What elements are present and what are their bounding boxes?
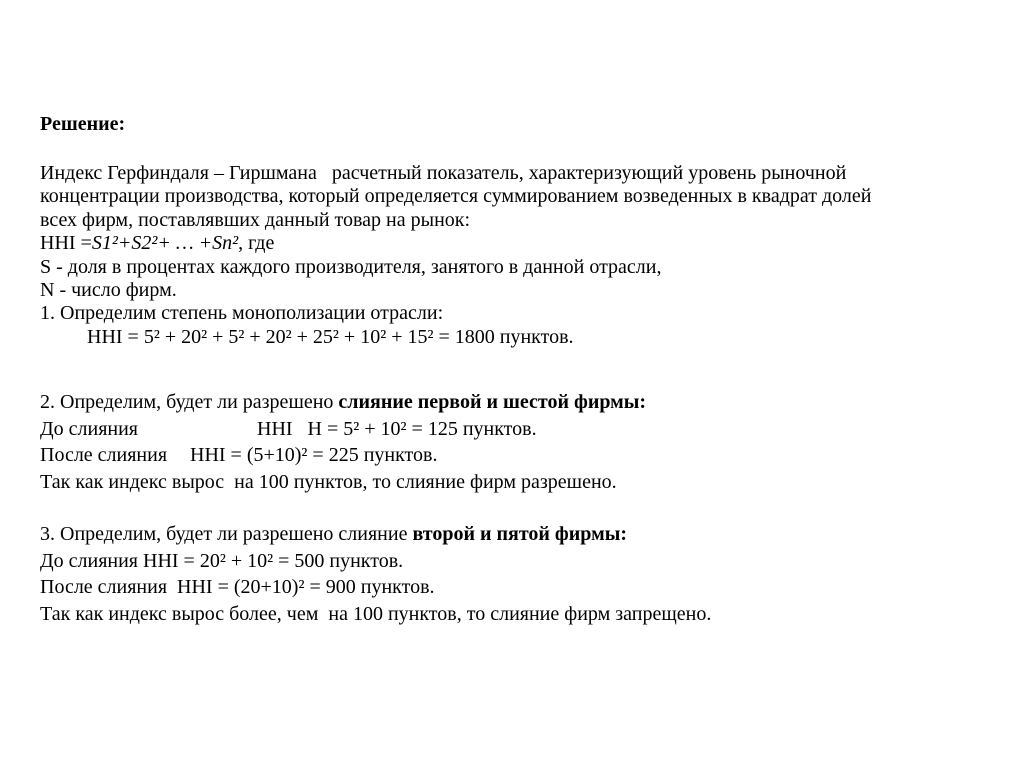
step3-conclusion: Так как индекс вырос более, чем на 100 пунктов, то слияние фирм запрещено.: [40, 602, 712, 625]
definition-n: N - число фирм.: [40, 279, 177, 302]
intro-line-1: Индекс Герфиндаля – Гиршмана расчетный показатель, характеризующий уровень рыночной: [40, 162, 847, 184]
step1-calculation: HHI = 5² + 20² + 5² + 20² + 25² + 10² + 15² = 1800 пунктов.: [87, 325, 574, 348]
solution-heading: Решение:: [40, 113, 126, 135]
step3-block: [40, 521, 1004, 627]
step2-after-calc: HHI = (5+10)² = 225 пунктов.: [190, 444, 438, 467]
step2-before-label: До слияния: [40, 417, 139, 440]
formula-suffix: , где: [238, 232, 275, 255]
step2-block: [40, 389, 1004, 495]
step2-after-label: После слияния: [40, 444, 168, 467]
step3-before-merger-line: До слияния HHI = 20² + 10² = 500 пунктов.: [40, 549, 404, 572]
step3-heading-bold: второй и пятой фирмы:: [412, 523, 628, 546]
slide-canvas: [40, 112, 1004, 627]
formula-body: S1²+S2²+ … +Sn²: [91, 232, 239, 255]
step1-heading: 1. Определим степень монополизации отрасли:: [40, 302, 444, 325]
step2-heading: [40, 389, 1004, 416]
definition-s: S - доля в процентах каждого производителя, занятого в данной отрасли,: [40, 255, 662, 278]
step3-after-merger-line: После слияния HHI = (20+10)² = 900 пунктов.: [40, 576, 435, 599]
intro-line-2: концентрации производства, который определяется суммированием возведенных в квадрат долей: [40, 185, 872, 208]
step2-heading-regular: 2. Определим, будет ли разрешено: [40, 391, 339, 414]
hhi-formula-line: [40, 232, 1004, 255]
intro-block: [40, 162, 1004, 349]
step2-after-merger-line: [40, 442, 1004, 469]
intro-line-3: всех фирм, поставлявших данный товар на рынок:: [40, 208, 471, 231]
step2-before-merger-line: [40, 416, 1004, 443]
formula-prefix: HHI =: [40, 232, 92, 255]
step2-heading-bold: слияние первой и шестой фирмы:: [338, 391, 647, 414]
step2-conclusion: Так как индекс вырос на 100 пунктов, то слияние фирм разрешено.: [40, 470, 617, 493]
step3-heading-regular: 3. Определим, будет ли разрешено слияние: [40, 523, 413, 546]
step2-before-calc: HHI H = 5² + 10² = 125 пунктов.: [257, 417, 537, 440]
step3-heading: [40, 521, 1004, 548]
